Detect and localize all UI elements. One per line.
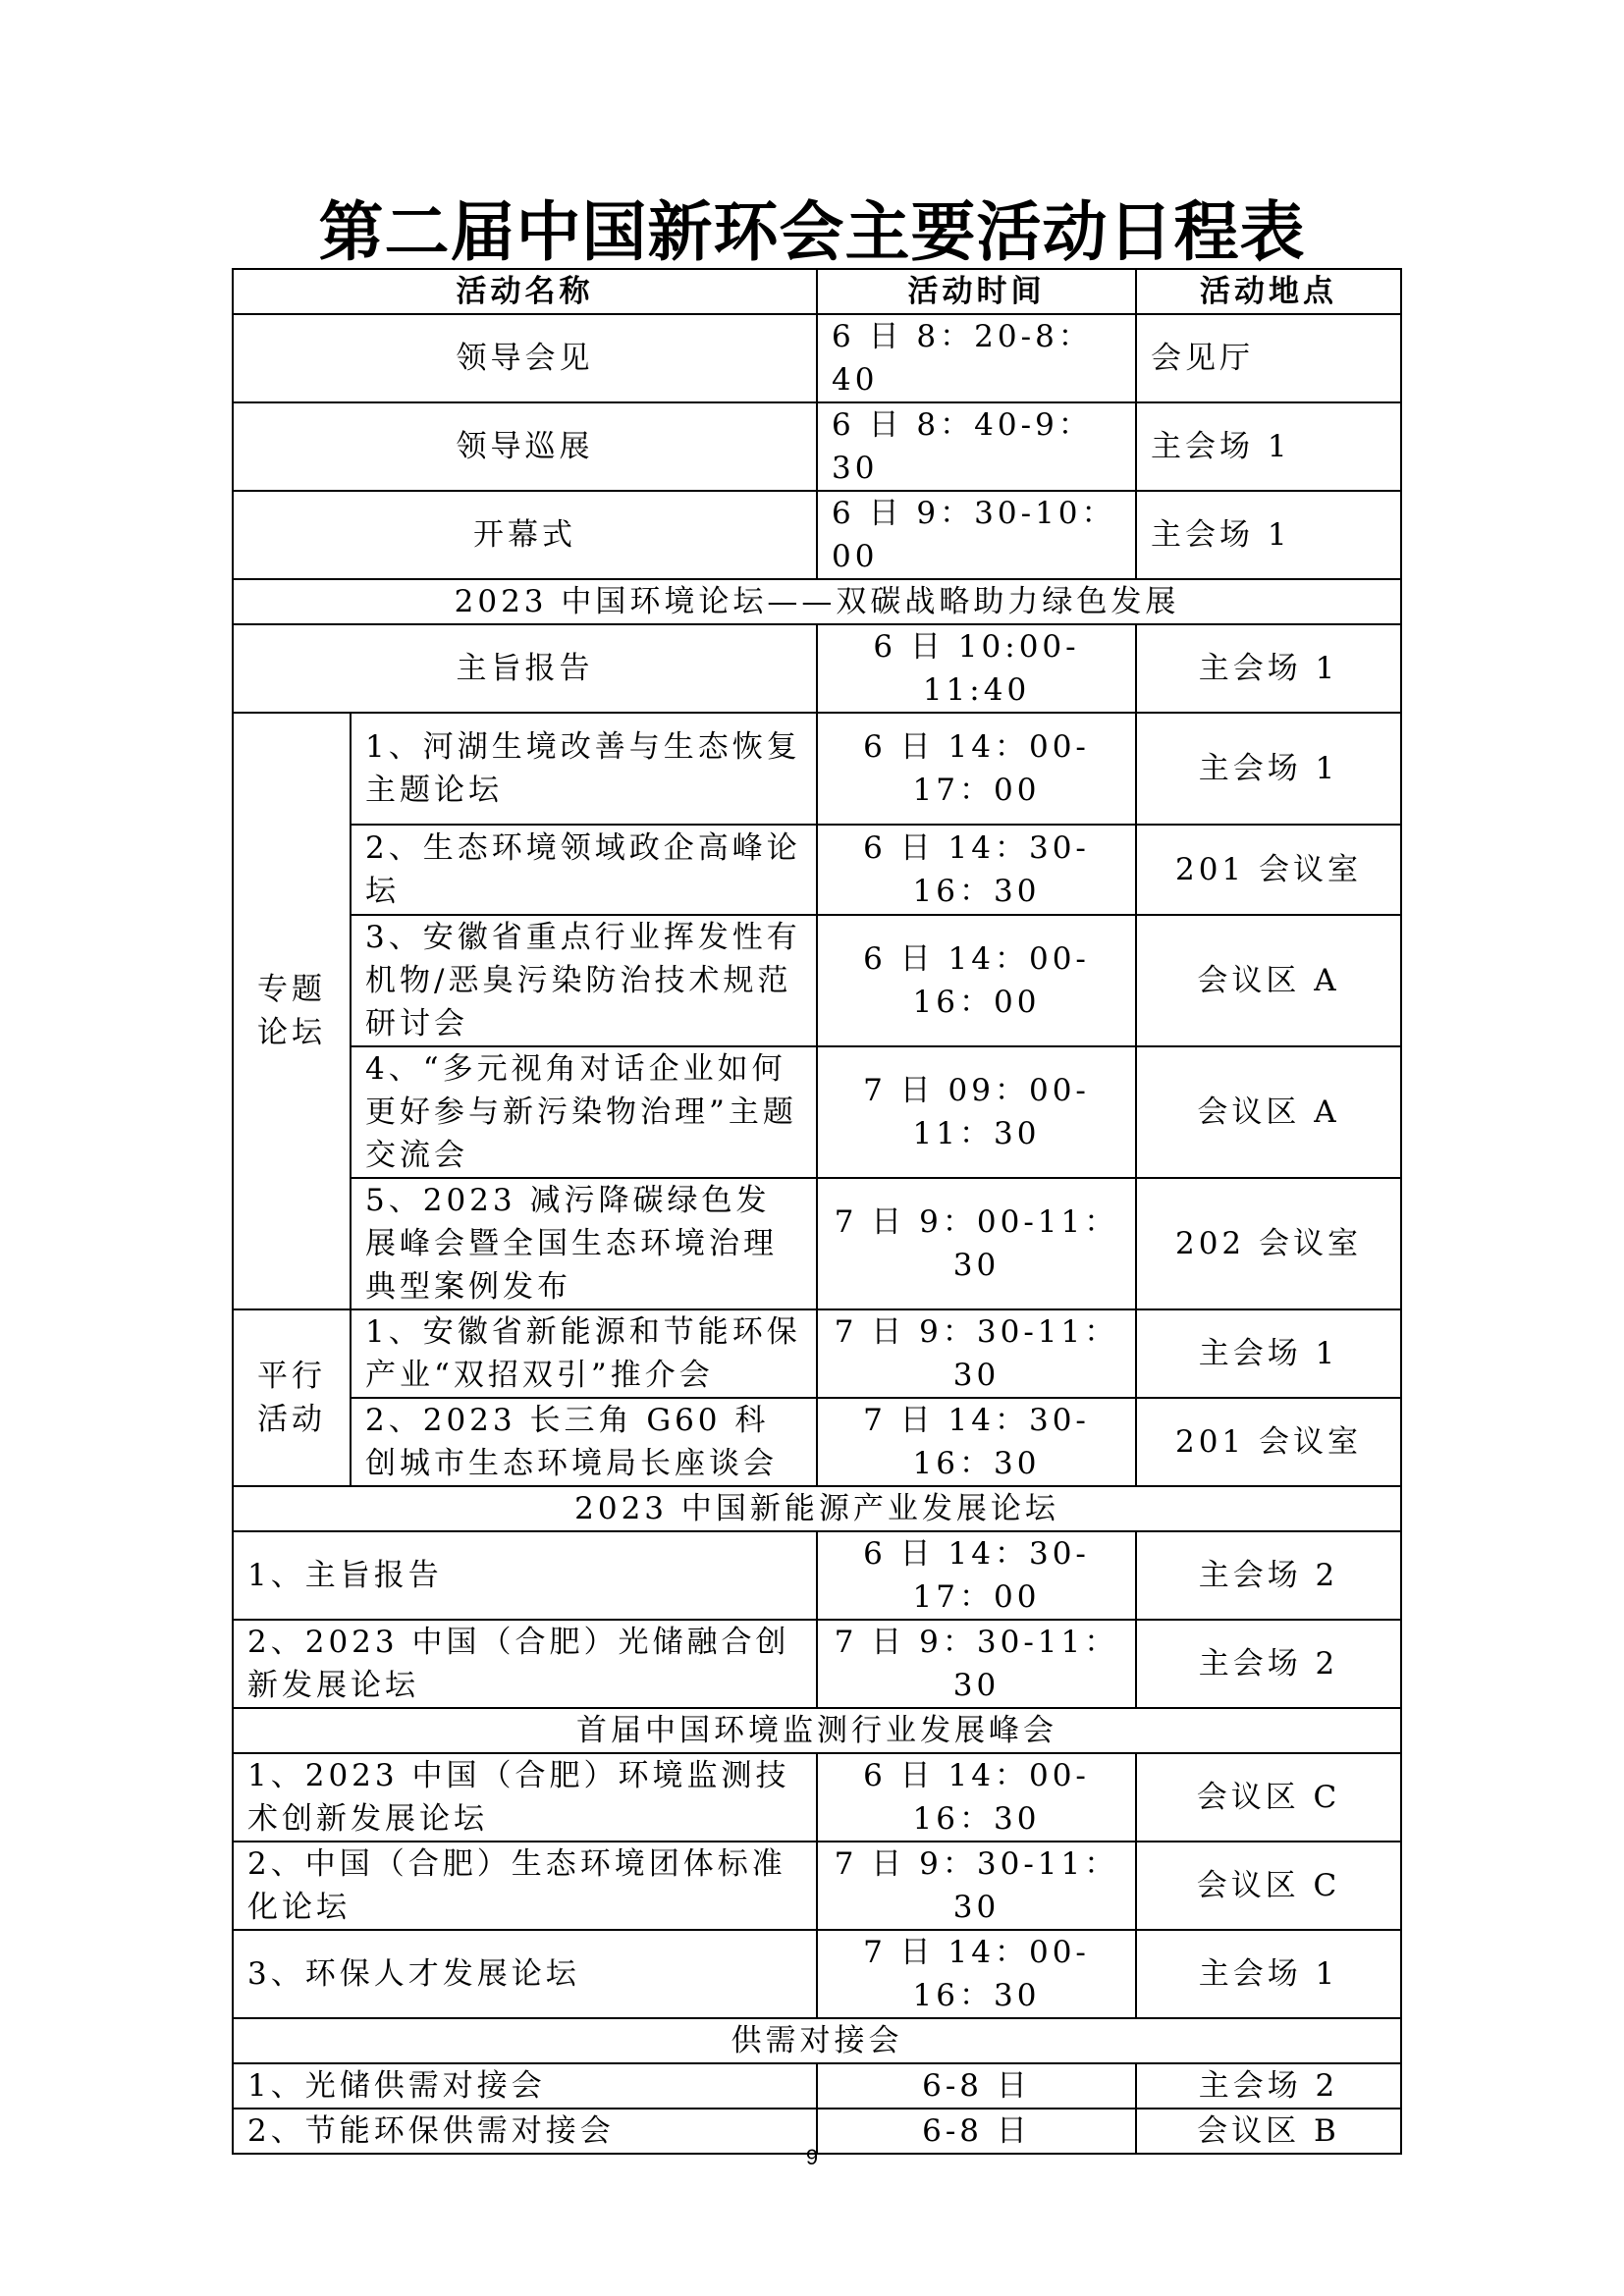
table-row: [233, 1046, 1401, 1178]
activity-time: 6 日 8：20-8：40: [817, 314, 1136, 402]
activity-time: 6-8 日: [817, 2109, 1136, 2154]
table-row: [233, 624, 1401, 713]
table-row: [233, 491, 1401, 579]
activity-name: 1、2023 中国（合肥）环境监测技术创新发展论坛: [233, 1753, 817, 1842]
activity-name: 1、安徽省新能源和节能环保产业“双招双引”推介会: [351, 1309, 817, 1398]
table-row: [233, 1620, 1401, 1708]
activity-time: 6 日 14：30-16：30: [817, 825, 1136, 915]
table-row: [233, 314, 1401, 402]
table-row: [233, 825, 1401, 915]
activity-place: 主会场 1: [1136, 402, 1401, 491]
header-row: [233, 269, 1401, 314]
activity-place: 201 会议室: [1136, 825, 1401, 915]
table-row: [233, 1309, 1401, 1398]
section-title: 2023 中国环境论坛——双碳战略助力绿色发展: [233, 579, 1401, 624]
activity-time: 6 日 10:00-11:40: [817, 624, 1136, 713]
activity-time: 7 日 14：00-16：30: [817, 1930, 1136, 2018]
activity-time: 6 日 14：30-17：00: [817, 1531, 1136, 1620]
activity-place: 202 会议室: [1136, 1178, 1401, 1309]
activity-name: 4、“多元视角对话企业如何更好参与新污染物治理”主题交流会: [351, 1046, 817, 1178]
activity-place: 会议区 A: [1136, 1046, 1401, 1178]
table-row: [233, 1398, 1401, 1486]
activity-place: 会议区 C: [1136, 1842, 1401, 1930]
activity-place: 主会场 1: [1136, 1309, 1401, 1398]
activity-name: 2、节能环保供需对接会: [233, 2109, 817, 2154]
activity-name: 1、主旨报告: [233, 1531, 817, 1620]
activity-name: 3、安徽省重点行业挥发性有机物/恶臭污染防治技术规范研讨会: [351, 915, 817, 1046]
activity-place: 主会场 1: [1136, 491, 1401, 579]
activity-place: 会议区 B: [1136, 2109, 1401, 2154]
header-name: 活动名称: [233, 269, 817, 314]
activity-name: 2、2023 中国（合肥）光储融合创新发展论坛: [233, 1620, 817, 1708]
activity-name: 领导会见: [233, 314, 817, 402]
table-row: [233, 1178, 1401, 1309]
activity-time: 7 日 9：30-11：30: [817, 1309, 1136, 1398]
table-row: [233, 402, 1401, 491]
group-label: 平行活动: [233, 1309, 351, 1486]
table-row: [233, 1531, 1401, 1620]
activity-name: 主旨报告: [233, 624, 817, 713]
page-title: 第二届中国新环会主要活动日程表: [318, 194, 1306, 270]
activity-time: 7 日 14：30-16：30: [817, 1398, 1136, 1486]
activity-name: 5、2023 减污降碳绿色发展峰会暨全国生态环境治理典型案例发布: [351, 1178, 817, 1309]
table-row: [233, 915, 1401, 1046]
activity-place: 会见厅: [1136, 314, 1401, 402]
activity-place: 主会场 2: [1136, 1620, 1401, 1708]
section-title: 首届中国环境监测行业发展峰会: [233, 1708, 1401, 1753]
activity-time: 6 日 9：30-10：00: [817, 491, 1136, 579]
activity-name: 1、河湖生境改善与生态恢复主题论坛: [351, 713, 817, 825]
activity-time: 7 日 09：00-11：30: [817, 1046, 1136, 1178]
header-place: 活动地点: [1136, 269, 1401, 314]
activity-time: 6-8 日: [817, 2063, 1136, 2109]
activity-name: 3、环保人才发展论坛: [233, 1930, 817, 2018]
table-row: [233, 1753, 1401, 1842]
schedule-table: [232, 268, 1402, 2155]
activity-name: 2、中国（合肥）生态环境团体标准化论坛: [233, 1842, 817, 1930]
table-row: [233, 1930, 1401, 2018]
activity-place: 201 会议室: [1136, 1398, 1401, 1486]
activity-time: 6 日 14：00-16：00: [817, 915, 1136, 1046]
section-title: 2023 中国新能源产业发展论坛: [233, 1486, 1401, 1531]
table-row: [233, 2063, 1401, 2109]
section-title: 供需对接会: [233, 2018, 1401, 2063]
table-row: [233, 713, 1401, 825]
section-row: [233, 1486, 1401, 1531]
activity-place: 主会场 2: [1136, 2063, 1401, 2109]
activity-place: 主会场 1: [1136, 1930, 1401, 2018]
page-number: 9: [805, 2145, 819, 2169]
activity-time: 7 日 9：30-11：30: [817, 1620, 1136, 1708]
section-row: [233, 579, 1401, 624]
activity-name: 开幕式: [233, 491, 817, 579]
activity-place: 会议区 C: [1136, 1753, 1401, 1842]
activity-place: 主会场 2: [1136, 1531, 1401, 1620]
activity-name: 2、生态环境领域政企高峰论坛: [351, 825, 817, 915]
activity-name: 1、光储供需对接会: [233, 2063, 817, 2109]
activity-name: 2、2023 长三角 G60 科创城市生态环境局长座谈会: [351, 1398, 817, 1486]
activity-place: 会议区 A: [1136, 915, 1401, 1046]
activity-time: 7 日 9：00-11：30: [817, 1178, 1136, 1309]
table-row: [233, 1842, 1401, 1930]
activity-time: 6 日 14：00-16：30: [817, 1753, 1136, 1842]
group-label: 专题论坛: [233, 713, 351, 1309]
activity-time: 6 日 8：40-9：30: [817, 402, 1136, 491]
activity-name: 领导巡展: [233, 402, 817, 491]
section-row: [233, 2018, 1401, 2063]
activity-time: 7 日 9：30-11：30: [817, 1842, 1136, 1930]
activity-place: 主会场 1: [1136, 624, 1401, 713]
header-time: 活动时间: [817, 269, 1136, 314]
activity-place: 主会场 1: [1136, 713, 1401, 825]
activity-time: 6 日 14：00-17：00: [817, 713, 1136, 825]
section-row: [233, 1708, 1401, 1753]
